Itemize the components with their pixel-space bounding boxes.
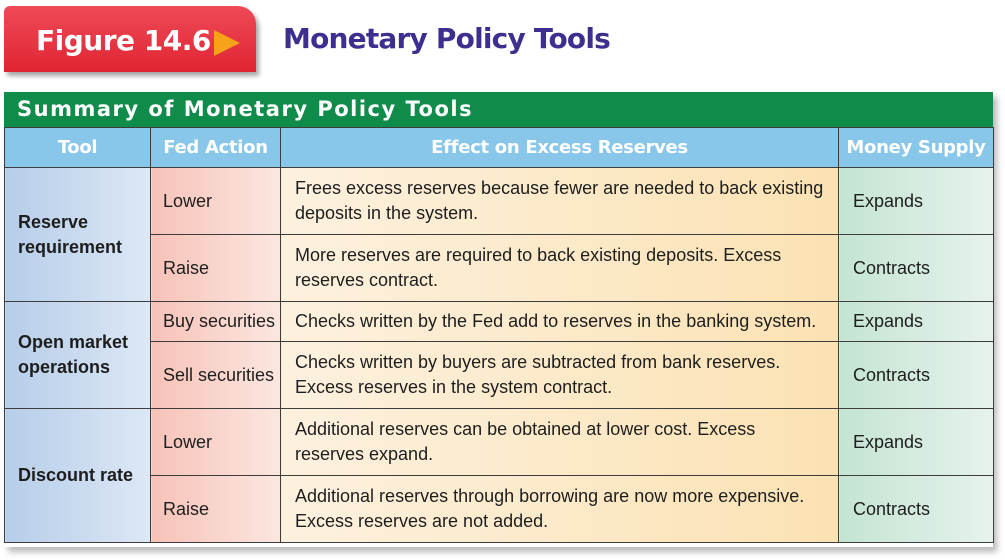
figure-title: Monetary Policy Tools — [283, 22, 610, 55]
effect-cell: Checks written by buyers are subtracted from bank reserves. Excess reserves in the system contract. — [281, 342, 839, 409]
money-supply-cell: Contracts — [839, 235, 994, 302]
play-arrow-icon — [214, 30, 240, 56]
money-supply-cell: Expands — [839, 168, 994, 235]
effect-cell: Additional reserves can be obtained at lower cost. Excess reserves expand. — [281, 409, 839, 476]
figure-badge — [4, 6, 256, 72]
table-row — [5, 302, 994, 342]
tool-cell: Discount rate — [5, 409, 151, 543]
money-supply-cell: Contracts — [839, 476, 994, 543]
table-row — [5, 168, 994, 235]
table-row — [5, 235, 994, 302]
table-row — [5, 476, 994, 543]
table-row — [5, 342, 994, 409]
header-fed-action: Fed Action — [151, 128, 281, 168]
action-cell: Lower — [151, 409, 281, 476]
money-supply-cell: Expands — [839, 302, 994, 342]
tool-cell: Reserve requirement — [5, 168, 151, 302]
summary-title: Summary of Monetary Policy Tools — [17, 97, 474, 121]
table-header-row — [5, 128, 994, 168]
action-cell: Lower — [151, 168, 281, 235]
action-cell: Buy securities — [151, 302, 281, 342]
effect-cell: Additional reserves through borrowing are now more expensive. Excess reserves are not added. — [281, 476, 839, 543]
effect-cell: Frees excess reserves because fewer are needed to back existing deposits in the system. — [281, 168, 839, 235]
monetary-policy-table — [4, 127, 994, 543]
effect-cell: More reserves are required to back existing deposits. Excess reserves contract. — [281, 235, 839, 302]
money-supply-cell: Expands — [839, 409, 994, 476]
header-money-supply: Money Supply — [839, 128, 994, 168]
header-effect: Effect on Excess Reserves — [281, 128, 839, 168]
summary-table-frame — [4, 92, 993, 547]
header-tool: Tool — [5, 128, 151, 168]
effect-cell: Checks written by the Fed add to reserves in the banking system. — [281, 302, 839, 342]
action-cell: Sell securities — [151, 342, 281, 409]
action-cell: Raise — [151, 235, 281, 302]
action-cell: Raise — [151, 476, 281, 543]
figure-label: Figure 14.6 — [36, 24, 211, 57]
table-row — [5, 409, 994, 476]
summary-title-bar — [4, 92, 993, 127]
tool-cell: Open market operations — [5, 302, 151, 409]
money-supply-cell: Contracts — [839, 342, 994, 409]
